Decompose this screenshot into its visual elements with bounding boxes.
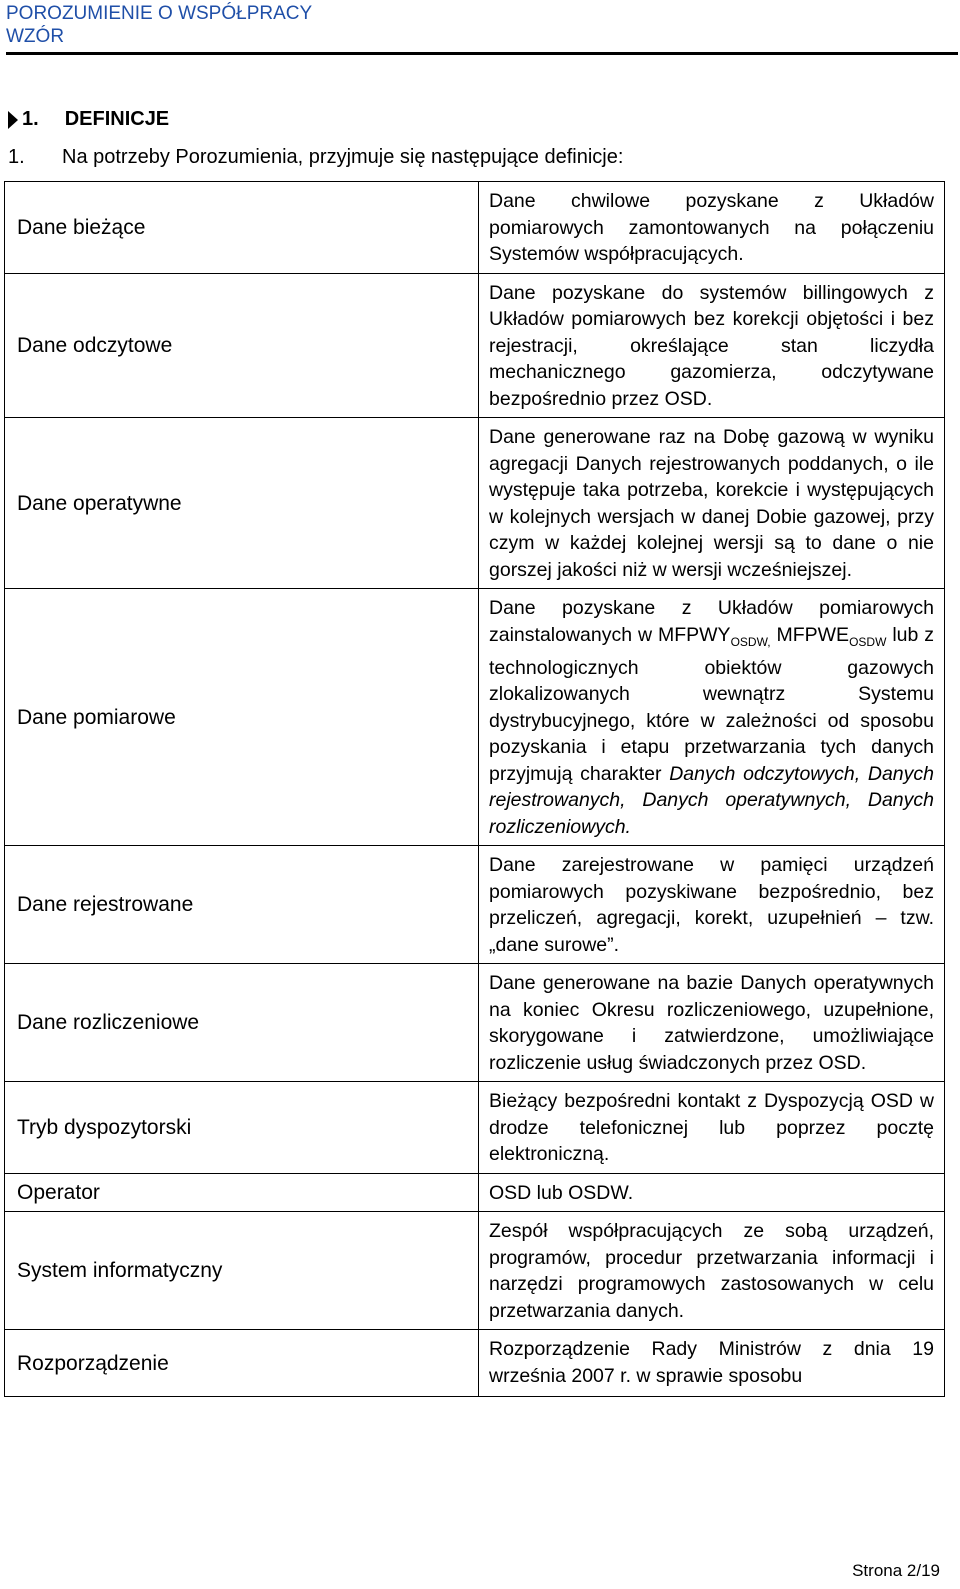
intro-number: 1.: [8, 146, 25, 168]
table-row: [5, 1330, 945, 1397]
definition-italic-text: Danych odczytowych, Danych rejestrowanych, Danych operatywnych, Danych rozliczeniowych.: [489, 762, 934, 838]
section-number: 1.: [22, 108, 39, 130]
definition-cell: [479, 589, 945, 846]
subscript-osdw: OSDW: [849, 634, 887, 649]
header-subtitle: WZÓR: [6, 26, 65, 47]
term-cell: System informatyczny: [5, 1212, 479, 1330]
definition-cell: Zespół współpracujących ze sobą urządzeń, programów, procedur przetwarzania informacji i narzędzi programowych zastosowanych w celu przetwarzania danych.: [479, 1212, 945, 1330]
document-header: [6, 2, 958, 55]
intro-paragraph: [8, 146, 623, 169]
section-heading: [8, 108, 169, 131]
table-row: [5, 1173, 945, 1212]
term-cell: Dane rejestrowane: [5, 846, 479, 964]
intro-text: Na potrzeby Porozumienia, przyjmuje się następujące definicje:: [62, 146, 624, 168]
term-cell: Rozporządzenie: [5, 1330, 479, 1397]
definition-cell: Dane generowane na bazie Danych operatywnych na koniec Okresu rozliczeniowego, uzupełnione, skorygowane i zatwierdzone, umożliwiające rozliczenie usług świadczonych przez OSD.: [479, 964, 945, 1082]
table-row: [5, 1212, 945, 1330]
term-cell: Dane bieżące: [5, 182, 479, 274]
term-cell: Dane pomiarowe: [5, 589, 479, 846]
definition-text: lub z technologicznych obiektów gazowych zlokalizowanych wewnątrz Systemu dystrybucyjnego, które w zależności od sposobu pozyskania i etapu przetwarzania tych danych przyjmują charakter: [489, 623, 934, 785]
term-cell: Dane operatywne: [5, 418, 479, 589]
table-row: [5, 964, 945, 1082]
definition-cell: OSD lub OSDW.: [479, 1173, 945, 1212]
table-row: [5, 418, 945, 589]
subscript-osdw: OSDW,: [730, 634, 771, 649]
definition-cell: Dane generowane raz na Dobę gazową w wyniku agregacji Danych rejestrowanych poddanych, o ile występuje taka potrzeba, korekcie i występujących w kolejnych wersjach w danej Dobie gazowej, przy czym w każdej kolejnej wersji są to dane o nie gorszej jakości niż w wersji wcześniejszej.: [479, 418, 945, 589]
definitions-table: [4, 181, 945, 1397]
definition-text: Rozporządzenie Rady Ministrów z dnia 19 września 2007 r. w sprawie sposobu: [489, 1338, 934, 1387]
term-cell: Dane rozliczeniowe: [5, 964, 479, 1082]
table-row: [5, 1082, 945, 1174]
page-number: Strona 2/19: [852, 1561, 940, 1580]
table-row: [5, 273, 945, 418]
definition-cell: [479, 1330, 945, 1397]
definition-text: MFPWE: [770, 623, 850, 646]
table-row: [5, 846, 945, 964]
definition-cell: Bieżący bezpośredni kontakt z Dyspozycją OSD w drodze telefonicznej lub poprzez pocztę elektroniczną.: [479, 1082, 945, 1174]
term-cell: Operator: [5, 1173, 479, 1212]
definition-cell: Dane chwilowe pozyskane z Układów pomiarowych zamontowanych na połączeniu Systemów współpracujących.: [479, 182, 945, 274]
definition-text: Dane pozyskane z Układów pomiarowych zainstalowanych w MFPWY: [489, 597, 934, 646]
definition-cell: Dane zarejestrowane w pamięci urządzeń pomiarowych pozyskiwane bezpośrednio, bez przeliczeń, agregacji, korekt, uzupełnień – tzw. „dane surowe”.: [479, 846, 945, 964]
term-cell: Dane odczytowe: [5, 273, 479, 418]
table-row: [5, 182, 945, 274]
triangle-bullet-icon: [8, 111, 18, 129]
section-title: DEFINICJE: [64, 108, 170, 130]
definition-cell: Dane pozyskane do systemów billingowych z Układów pomiarowych bez korekcji objętości i bez rejestracji, określające stan liczydła mechanicznego gazomierza, odczytywane bezpośrednio przez OSD.: [479, 273, 945, 418]
table-row: [5, 589, 945, 846]
header-title: POROZUMIENIE O WSPÓŁPRACY: [6, 3, 313, 24]
term-cell: Tryb dyspozytorski: [5, 1082, 479, 1174]
